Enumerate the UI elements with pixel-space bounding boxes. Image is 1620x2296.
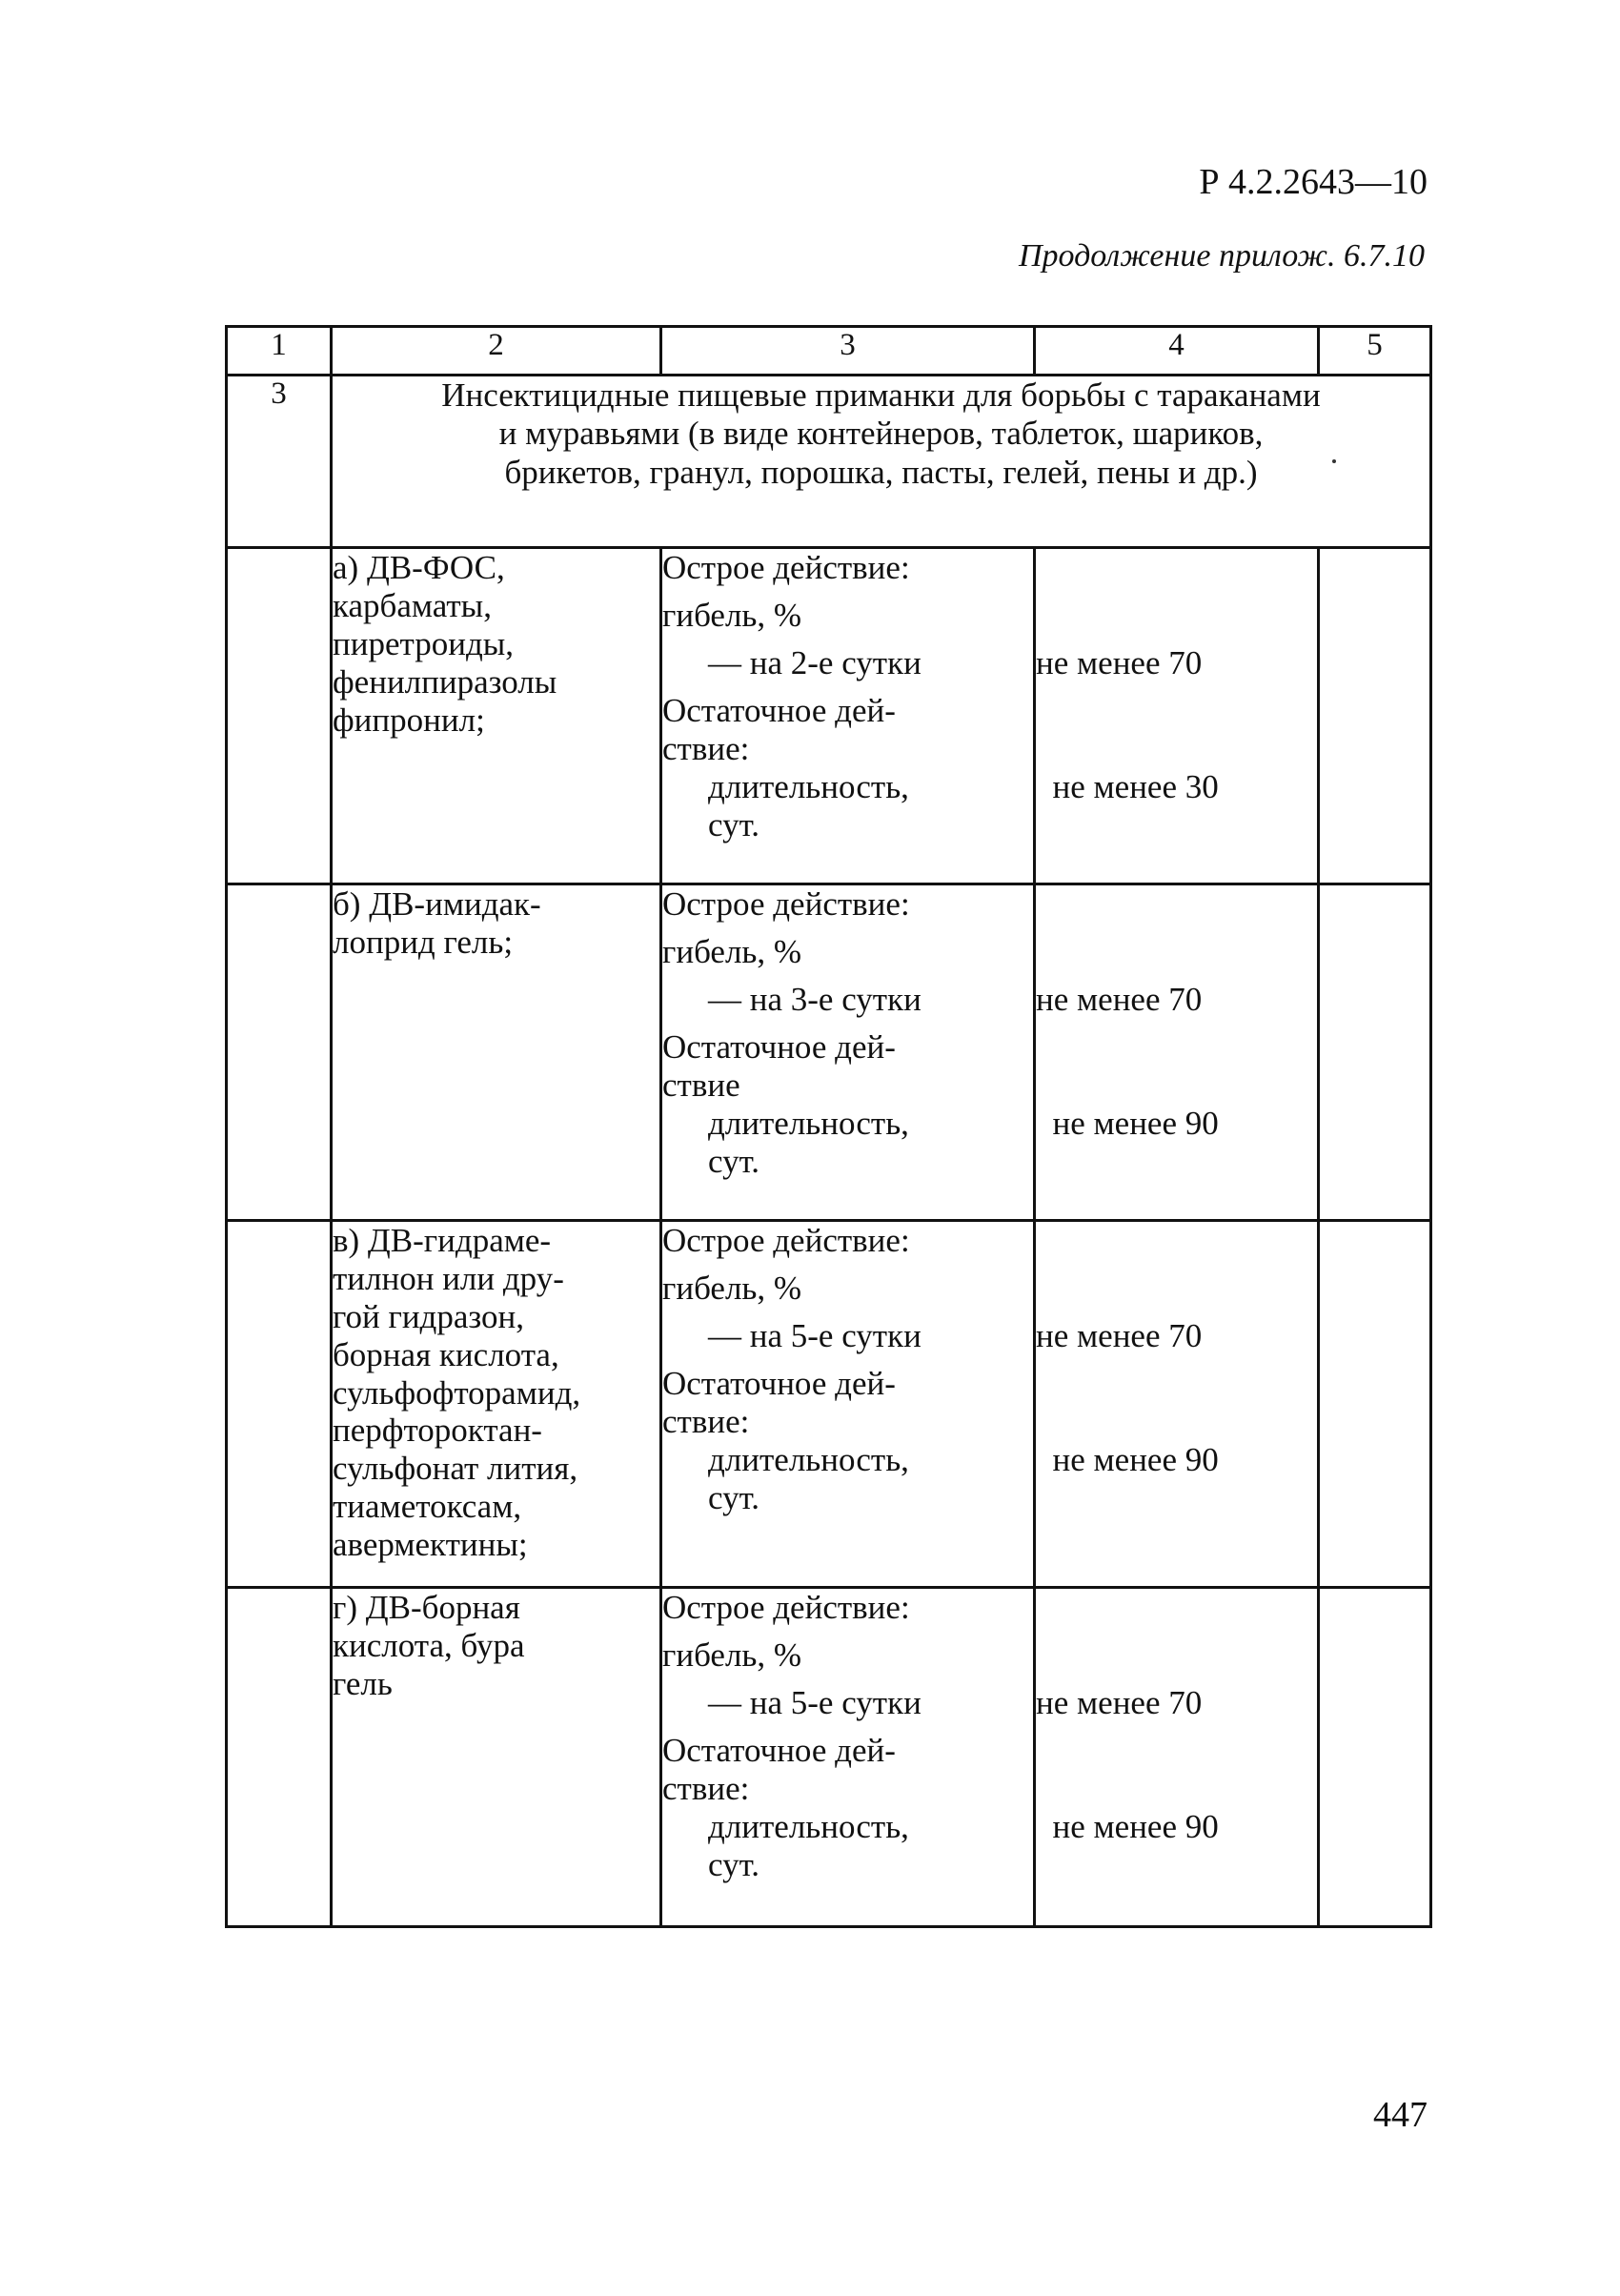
duration-line: длительность, [708,1808,909,1845]
section-title-line: Инсектицидные пищевые приманки для борьбы с тараканами [441,376,1321,414]
column-number-row [227,327,1431,376]
norm-cell [1035,1221,1319,1588]
empty-note-cell [1319,884,1431,1221]
duration-line: длительность, [708,1105,909,1142]
residual-action-line: Остаточное дей- [662,1365,896,1402]
duration-value: не менее 30 [1052,768,1219,805]
empty-note-cell [1319,1221,1431,1588]
section-title-line: и муравьями (в виде контейнеров, таблеток, шариков, [498,415,1264,453]
duration-line: сут. [708,805,759,843]
death-rate-label: гибель, % [662,1270,802,1307]
day-label: — на 5-е сутки [708,1317,921,1354]
section-title-line: брикетов, гранул, порошка, пасты, гелей, пены и др.) [504,453,1258,491]
residual-action-line: Остаточное дей- [662,1732,896,1769]
residual-action-label [662,1365,1033,1441]
column-header: 2 [332,327,661,376]
duration-label [662,1441,1033,1516]
day-label: — на 2-е сутки [708,644,921,681]
death-rate-label: гибель, % [662,1636,802,1674]
column-header: 1 [227,327,332,376]
residual-action-line: ствие [662,1066,740,1104]
death-rate-value: не менее 70 [1036,644,1203,681]
duration-value: не менее 90 [1052,1441,1219,1478]
norm-cell [1035,1588,1319,1927]
table-row [227,1221,1431,1588]
residual-action-label [662,692,1033,768]
table-row [227,548,1431,884]
duration-line: длительность, [708,768,909,805]
indicator-cell [661,548,1035,884]
residual-action-line: ствие: [662,1402,750,1440]
death-rate-value: не менее 70 [1036,1684,1203,1721]
residual-action-line: Остаточное дей- [662,692,896,729]
death-rate-label: гибель, % [662,933,802,970]
indicator-cell [661,884,1035,1221]
death-rate-value: не менее 70 [1036,1317,1203,1354]
residual-action-line: ствие: [662,729,750,767]
column-header: 5 [1319,327,1431,376]
requirements-table [225,325,1432,1928]
norm-cell [1035,884,1319,1221]
section-title [332,376,1431,548]
empty-note-cell [1319,1588,1431,1927]
death-rate-value: не менее 70 [1036,981,1203,1018]
residual-action-label [662,1028,1033,1105]
acute-action-label: Острое действие: [662,1589,910,1626]
duration-line: сут. [708,1142,759,1180]
empty-number-cell [227,884,332,1221]
scan-speck [1332,459,1336,463]
active-substance-cell: б) ДВ-имидак- лоприд гель; [332,884,661,1221]
table-row [227,884,1431,1221]
duration-line: длительность, [708,1441,909,1478]
empty-number-cell [227,1588,332,1927]
duration-label [662,768,1033,843]
column-header: 4 [1035,327,1319,376]
acute-action-label: Острое действие: [662,885,910,923]
empty-number-cell [227,548,332,884]
document-code: Р 4.2.2643—10 [1199,162,1428,202]
duration-value: не менее 90 [1052,1808,1219,1845]
section-number: 3 [227,376,332,548]
indicator-cell [661,1588,1035,1927]
page-number: 447 [1373,2095,1428,2135]
duration-value: не менее 90 [1052,1105,1219,1142]
table-row [227,1588,1431,1927]
duration-line: сут. [708,1845,759,1883]
residual-action-label [662,1732,1033,1808]
residual-action-line: ствие: [662,1769,750,1807]
appendix-continuation-label: Продолжение прилож. 6.7.10 [1018,238,1425,274]
residual-action-line: Остаточное дей- [662,1028,896,1066]
duration-label [662,1808,1033,1883]
day-label: — на 3-е сутки [708,981,921,1018]
duration-label [662,1105,1033,1180]
active-substance-cell: а) ДВ-ФОС, карбаматы, пиретроиды, фенилпиразолы фипронил; [332,548,661,884]
column-header: 3 [661,327,1035,376]
indicator-cell [661,1221,1035,1588]
acute-action-label: Острое действие: [662,1222,910,1259]
empty-note-cell [1319,548,1431,884]
death-rate-label: гибель, % [662,597,802,634]
active-substance-cell: г) ДВ-борная кислота, бура гель [332,1588,661,1927]
active-substance-cell: в) ДВ-гидраме- тилнон или дру- гой гидразон, борная кислота, сульфофторамид, перфтороктан- сульфонат лития, тиаметоксам, авермектины; [332,1221,661,1588]
acute-action-label: Острое действие: [662,549,910,586]
section-title-row [227,376,1431,548]
empty-number-cell [227,1221,332,1588]
duration-line: сут. [708,1478,759,1516]
day-label: — на 5-е сутки [708,1684,921,1721]
norm-cell [1035,548,1319,884]
